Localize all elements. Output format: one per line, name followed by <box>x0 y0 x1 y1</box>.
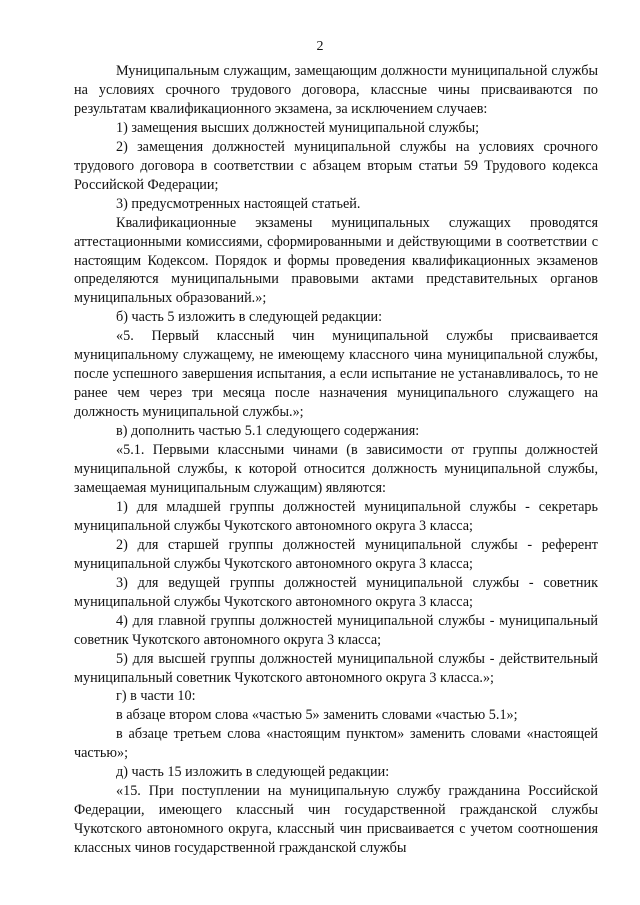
paragraph: Квалификационные экзамены муниципальных служащих проводятся аттестационными комиссиями, сформированными и действующими в соответствии с настоящим Кодексом. Порядок и формы проведения квалификационных экзаменов определяются муниципальными правовыми актами представительных органов муниципальных образований.»; <box>74 214 598 307</box>
paragraph: Муниципальным служащим, замещающим должности муниципальной службы на условиях срочного трудового договора, классные чины присваиваются по результатам квалификационного экзамена, за исключением случаев: <box>74 63 598 117</box>
document-body <box>74 62 598 858</box>
list-item-paragraph: 4) для главной группы должностей муниципальной службы - муниципальный советник Чукотского автономного округа 3 класса; <box>74 612 598 648</box>
amendment-item: б) часть 5 изложить в следующей редакции: <box>116 309 383 326</box>
list-item-paragraph: 3) для ведущей группы должностей муниципальной службы - советник муниципальной службы Чукотского автономного округа 3 класса; <box>74 574 598 610</box>
amendment-item: в) дополнить частью 5.1 следующего содержания: <box>116 423 420 440</box>
list-item-paragraph: 5) для высшей группы должностей муниципальной службы - действительный муниципальный советник Чукотского автономного округа 3 класса.»; <box>74 650 598 686</box>
quoted-paragraph: «5. Первый классный чин муниципальной службы присваивается муниципальному служащему, не имеющему классного чина муниципальной службы, после успешного завершения испытания, а если испытание не устанавливалось, то не ранее чем через три месяца после назначения муниципального служащего на должность муниципальной службы.»; <box>74 328 598 421</box>
list-item-paragraph: 2) замещения должностей муниципальной службы на условиях срочного трудового договора в соответствии с абзацем вторым статьи 59 Трудового кодекса Российской Федерации; <box>74 138 598 193</box>
amendment-item: д) часть 15 изложить в следующей редакции: <box>116 764 390 781</box>
amendment-item: г) в части 10: <box>116 688 196 705</box>
list-item-paragraph: 1) для младшей группы должностей муниципальной службы - секретарь муниципальной службы Чукотского автономного округа 3 класса; <box>74 498 598 534</box>
list-item-paragraph: 3) предусмотренных настоящей статьей. <box>116 195 361 212</box>
list-item-paragraph: 1) замещения высших должностей муниципальной службы; <box>116 119 480 136</box>
paragraph: в абзаце втором слова «частью 5» заменить словами «частью 5.1»; <box>116 707 518 724</box>
quoted-paragraph: «5.1. Первыми классными чинами (в зависимости от группы должностей муниципальной службы, к которой относится должность муниципальной службы, замещаемая муниципальным служащим) являются: <box>74 442 598 496</box>
list-item-paragraph: 2) для старшей группы должностей муниципальной службы - референт муниципальной службы Чукотского автономного округа 3 класса; <box>74 536 598 572</box>
paragraph: в абзаце третьем слова «настоящим пунктом» заменить словами «настоящей частью»; <box>74 726 598 762</box>
quoted-paragraph: «15. При поступлении на муниципальную службу гражданина Российской Федерации, имеющего классный чин государственной гражданской службы Чукотского автономного округа, классный чин присваивается с учетом соотношения классных чинов государственной гражданской службы <box>74 783 598 857</box>
page-number: 2 <box>316 39 324 54</box>
